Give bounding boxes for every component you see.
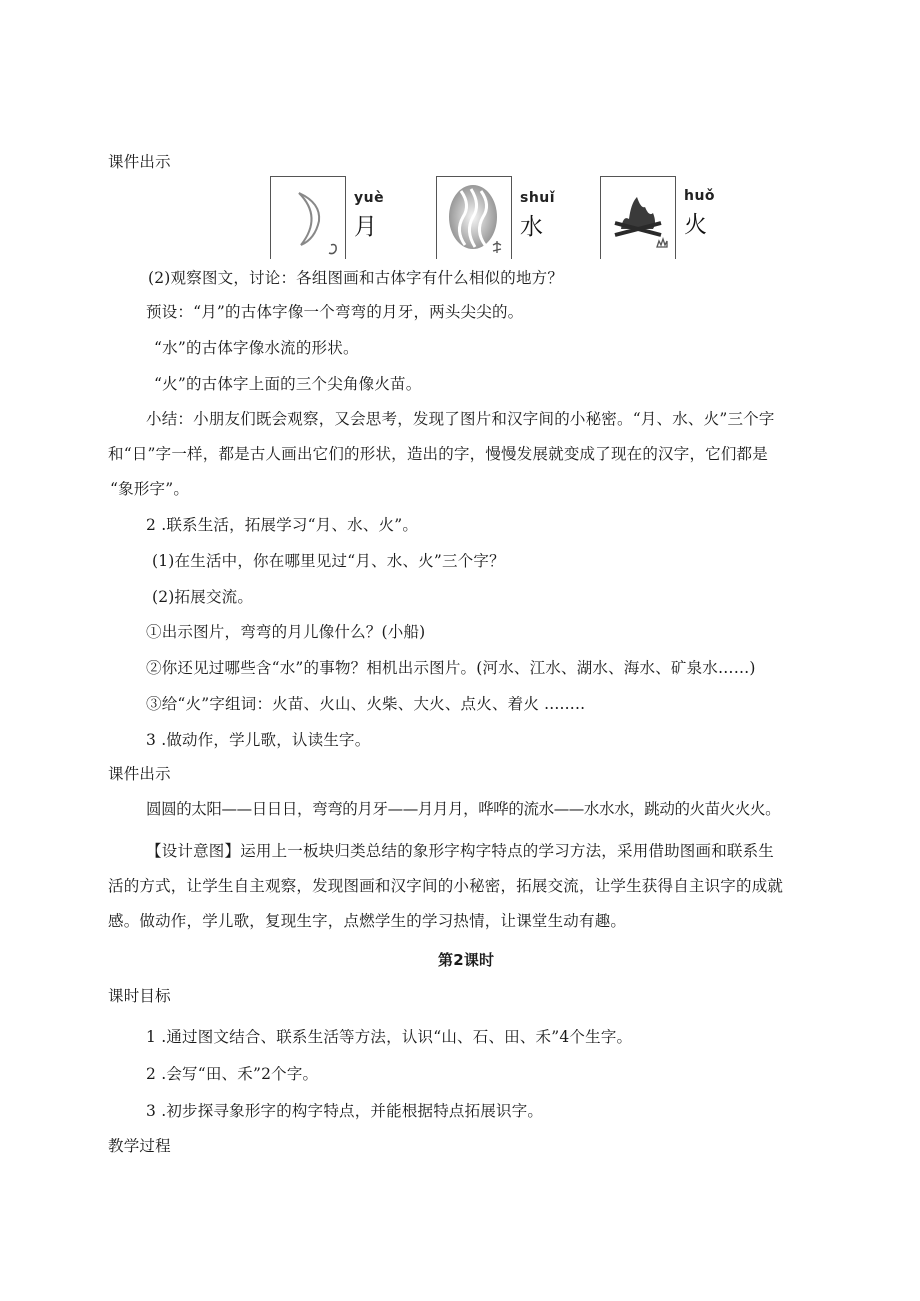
hanzi-shui: 水: [520, 214, 543, 240]
lesson-goal-1: 1 .通过图文结合、联系生活等方法，认识“山、石、田、禾”4个生字。: [146, 1028, 633, 1046]
moon-icon: [271, 177, 345, 259]
section2-item1: ①出示图片，弯弯的月儿像什么？(小船): [146, 623, 426, 641]
summary-line-3: “象形字”。: [110, 480, 190, 498]
preset-fire: “火”的古体字上面的三个尖角像火苗。: [154, 375, 422, 393]
figure-water-box: [436, 176, 512, 259]
figure-water: [436, 176, 596, 260]
figure-fire: [600, 176, 760, 260]
courseware-heading-2: 课件出示: [108, 765, 171, 783]
figure-moon-box: [270, 176, 346, 259]
section2-q2: (2)拓展交流。: [152, 588, 254, 606]
section3-title: 3 .做动作，学儿歌，认读生字。: [146, 731, 371, 749]
summary-line-1: 小结：小朋友们既会观察，又会思考，发现了图片和汉字间的小秘密。“月、水、火”三个字: [146, 410, 775, 428]
lesson-goal-3: 3 .初步探寻象形字的构字特点，并能根据特点拓展识字。: [146, 1102, 544, 1120]
section2-item2: ②你还见过哪些含“水”的事物？相机出示图片。(河水、江水、湖水、海水、矿泉水……): [146, 659, 756, 677]
pinyin-yue: yuè: [354, 190, 385, 206]
design-intent-line-3: 感。做动作，学儿歌，复现生字，点燃学生的学习热情，让课堂生动有趣。: [108, 912, 627, 930]
preset-water: “水”的古体字像水流的形状。: [154, 339, 359, 357]
pictograph-figures: [270, 176, 730, 260]
section2-title: 2 .联系生活，拓展学习“月、水、火”。: [146, 516, 419, 534]
rhyme-text: 圆圆的太阳——日日日，弯弯的月牙——月月月，哗哗的流水——水水水，跳动的火苗火火火。: [146, 800, 781, 818]
preset-moon: 预设：“月”的古体字像一个弯弯的月牙，两头尖尖的。: [146, 303, 524, 321]
figure-moon: [270, 176, 430, 260]
section2-item3: ③给“火”字组词：火苗、火山、火柴、大火、点火、着火 ........: [146, 695, 586, 713]
design-intent-line-1: 【设计意图】运用上一板块归类总结的象形字构字特点的学习方法，采用借助图画和联系生: [146, 842, 775, 860]
summary-line-2: 和“日”字一样，都是古人画出它们的形状，造出的字，慢慢发展就变成了现在的汉字，它们都是: [108, 445, 768, 463]
courseware-heading: 课件出示: [108, 153, 171, 171]
water-icon: [437, 177, 511, 259]
section2-q1: (1)在生活中，你在哪里见过“月、水、火”三个字？: [152, 552, 505, 570]
lesson-goals-heading: 课时目标: [108, 987, 171, 1005]
hanzi-yue: 月: [354, 214, 377, 240]
discuss-question: (2)观察图文，讨论：各组图画和古体字有什么相似的地方？: [148, 269, 564, 287]
figure-fire-box: [600, 176, 676, 259]
pinyin-shui: shuǐ: [520, 190, 556, 206]
pinyin-huo: huǒ: [684, 188, 716, 204]
hanzi-huo: 火: [684, 212, 707, 238]
teaching-process-heading: 教学过程: [108, 1137, 171, 1155]
design-intent-line-2: 活的方式，让学生自主观察，发现图画和汉字间的小秘密，拓展交流，让学生获得自主识字的成就: [108, 877, 784, 895]
fire-icon: [601, 177, 675, 259]
lesson2-title: 第2课时: [438, 951, 495, 969]
lesson-goal-2: 2 .会写“田、禾”2个字。: [146, 1065, 319, 1083]
